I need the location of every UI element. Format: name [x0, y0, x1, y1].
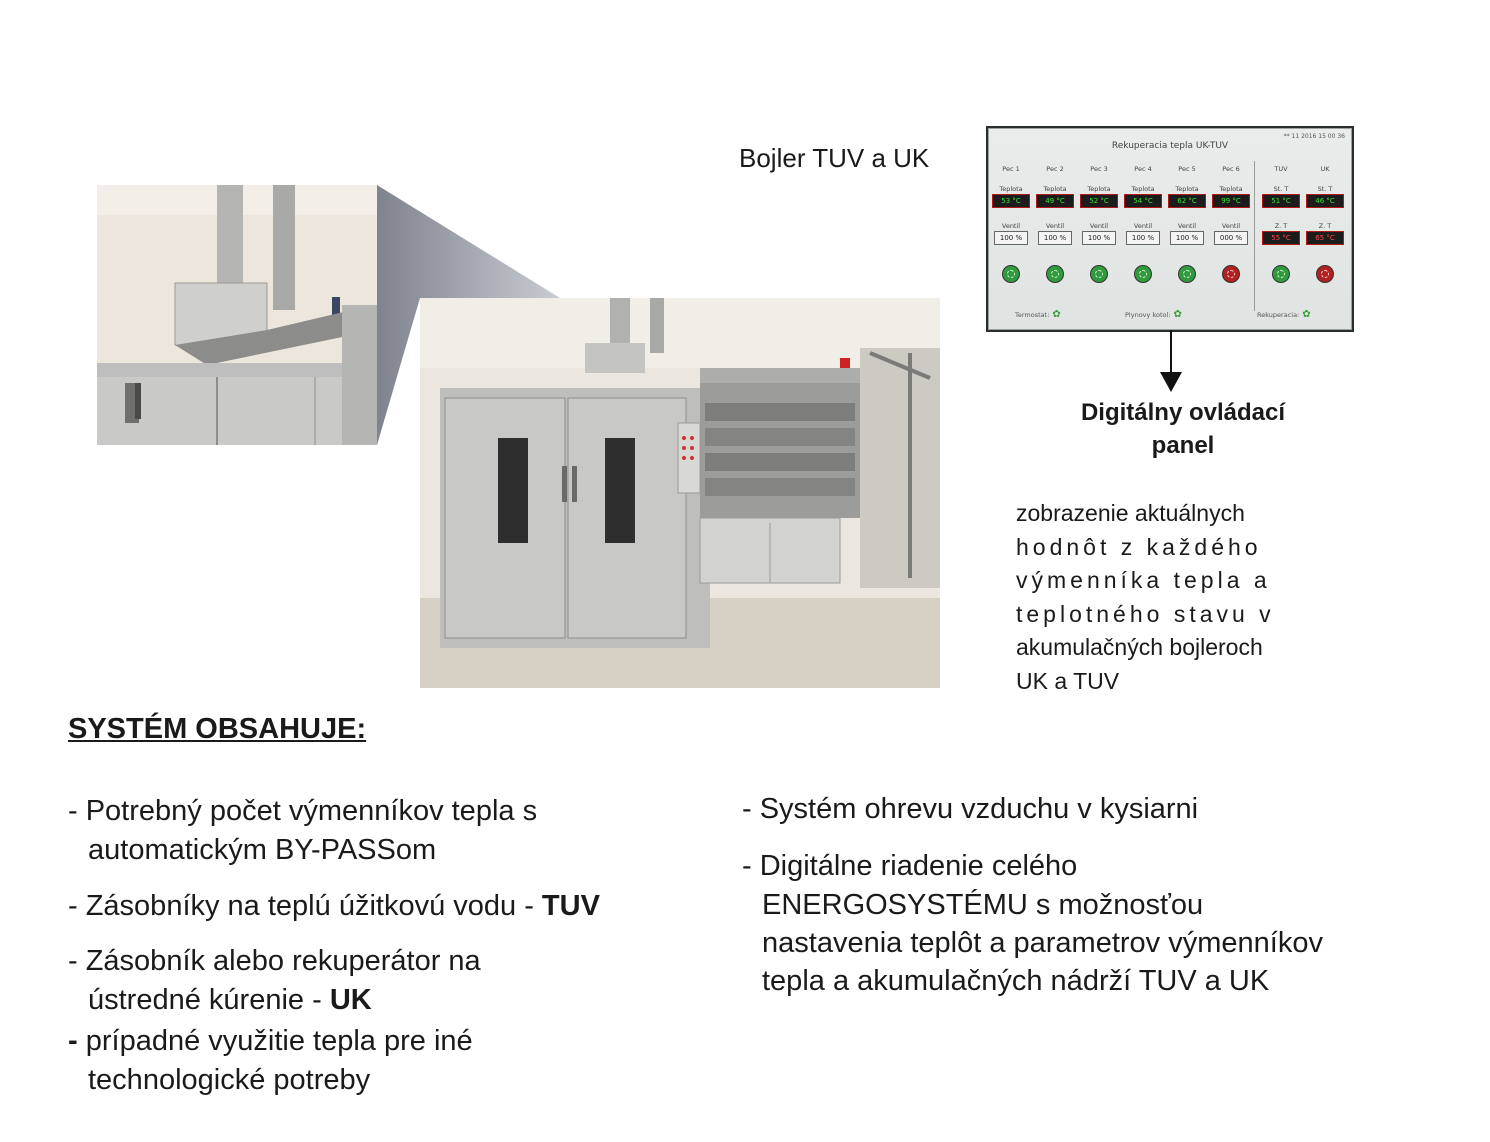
setpoint-label: Z. T: [1274, 222, 1288, 230]
oven-closeup-photo: [97, 185, 377, 445]
fan-icon[interactable]: [1002, 265, 1020, 283]
temp-label: Teplota: [1131, 185, 1155, 193]
digital-title-line2: panel: [1151, 432, 1215, 459]
section-heading: SYSTÉM OBSAHUJE:: [68, 713, 367, 745]
panel-column-pec2: [1033, 165, 1077, 283]
desc-line: teplotného stavu v: [1016, 600, 1275, 627]
valve-label: Ventil: [1045, 222, 1065, 230]
valve-label: Ventil: [1089, 222, 1109, 230]
list-item: [68, 942, 481, 1020]
setpoint-display[interactable]: 55 °C: [1262, 231, 1300, 245]
footer-termostat-label: Termostat:: [1015, 311, 1050, 319]
item-text: ENERGOSYSTÉMU s možnosťou: [762, 889, 1204, 921]
list-item: [68, 1022, 473, 1100]
column-name: Pec 1: [1002, 165, 1020, 173]
footer-rekuperacia-label: Rekuperacia:: [1257, 311, 1300, 319]
list-item: [742, 847, 1323, 1000]
column-name: Pec 6: [1222, 165, 1240, 173]
list-item: [742, 790, 1198, 829]
footer-rekuperacia[interactable]: [1257, 309, 1311, 320]
panel-column-pec6: [1209, 165, 1253, 283]
item-text: automatickým BY-PASSom: [88, 834, 437, 866]
panel-column-uk: [1303, 165, 1347, 283]
arrow-down-icon: [1160, 372, 1182, 392]
item-text: - Zásobníky na teplú úžitkovú vodu -: [68, 890, 542, 922]
control-panel-screen: [988, 128, 1352, 330]
column-name: Pec 4: [1134, 165, 1152, 173]
column-name: Pec 2: [1046, 165, 1064, 173]
panel-divider: [1254, 161, 1255, 311]
temp-label: Teplota: [1219, 185, 1243, 193]
temp-display: 52 °C: [1080, 194, 1118, 208]
item-text-line2: [68, 981, 481, 1020]
fan-icon[interactable]: [1178, 265, 1196, 283]
fan-icon[interactable]: [1090, 265, 1108, 283]
item-dash: -: [68, 1025, 78, 1057]
temp-display: 99 °C: [1212, 194, 1250, 208]
list-item: [68, 887, 600, 926]
temp-label: Teplota: [1043, 185, 1067, 193]
temp-label: Teplota: [1087, 185, 1111, 193]
digital-panel-description: [1016, 497, 1349, 698]
fan-icon[interactable]: [1272, 265, 1290, 283]
panel-column-pec1: [989, 165, 1033, 283]
valve-label: Ventil: [1177, 222, 1197, 230]
valve-label: Ventil: [1001, 222, 1021, 230]
fan-icon[interactable]: [1046, 265, 1064, 283]
temp-display: 49 °C: [1036, 194, 1074, 208]
temp-display: 46 °C: [1306, 194, 1344, 208]
item-text: nastavenia teplôt a parametrov výmenníkov: [762, 927, 1323, 959]
list-item: [68, 792, 537, 870]
desc-line: hodnôt z každého: [1016, 533, 1262, 560]
item-text: ústredné kúrenie -: [88, 984, 330, 1016]
valve-display[interactable]: 100 %: [1038, 231, 1072, 245]
temp-display: 53 °C: [992, 194, 1030, 208]
item-text: - Zásobník alebo rekuperátor na: [68, 945, 481, 977]
setpoint-display[interactable]: 65 °C: [1306, 231, 1344, 245]
leaf-icon: ✿: [1173, 309, 1182, 320]
item-text: - Systém ohrevu vzduchu v kysiarni: [742, 793, 1199, 825]
digital-panel-title: [1030, 396, 1336, 462]
temp-label: St. T: [1273, 185, 1289, 193]
temp-display: 51 °C: [1262, 194, 1300, 208]
valve-label: Ventil: [1133, 222, 1153, 230]
item-text: - Potrebný počet výmenníkov tepla s: [68, 795, 538, 827]
item-text: - Digitálne riadenie celého: [742, 850, 1078, 882]
footer-kotol-label: Plynovy kotol:: [1125, 311, 1171, 319]
item-text: prípadné využitie tepla pre iné: [77, 1025, 473, 1057]
setpoint-label: Z. T: [1318, 222, 1332, 230]
desc-line: zobrazenie aktuálnych: [1016, 500, 1245, 526]
desc-line: UK a TUV: [1016, 667, 1120, 694]
valve-display[interactable]: 100 %: [994, 231, 1028, 245]
fan-icon[interactable]: [1134, 265, 1152, 283]
desc-line: akumulačných bojleroch: [1016, 634, 1263, 660]
valve-display[interactable]: 100 %: [1082, 231, 1116, 245]
panel-title: Rekuperacia tepla UK-TUV: [1111, 141, 1229, 151]
footer-termostat[interactable]: [1015, 309, 1061, 320]
panel-column-pec3: [1077, 165, 1121, 283]
panel-datetime: ** 11 2016 15 00 36: [1283, 133, 1345, 140]
footer-kotol[interactable]: [1125, 309, 1182, 320]
fan-icon[interactable]: [1316, 265, 1334, 283]
desc-line: výmenníka tepla a: [1016, 567, 1271, 593]
item-text: technologické potreby: [88, 1064, 371, 1096]
column-name: TUV: [1274, 165, 1288, 173]
temp-display: 54 °C: [1124, 194, 1162, 208]
temp-display: 62 °C: [1168, 194, 1206, 208]
valve-display[interactable]: 100 %: [1170, 231, 1204, 245]
temp-label: Teplota: [1175, 185, 1199, 193]
temp-label: St. T: [1317, 185, 1333, 193]
leaf-icon: ✿: [1052, 309, 1061, 320]
digital-title-line1: Digitálny ovládací: [1080, 399, 1286, 426]
bakery-oven-photo: [420, 298, 940, 688]
leaf-icon: ✿: [1302, 309, 1311, 320]
item-bold: TUV: [541, 890, 600, 922]
panel-column-pec5: [1165, 165, 1209, 283]
item-bold: UK: [329, 984, 372, 1016]
valve-label: Ventil: [1221, 222, 1241, 230]
valve-display[interactable]: 100 %: [1126, 231, 1160, 245]
panel-column-tuv: [1259, 165, 1303, 283]
column-name: UK: [1320, 165, 1330, 173]
column-name: Pec 5: [1178, 165, 1196, 173]
item-text: tepla a akumulačných nádrží TUV a UK: [762, 965, 1270, 997]
column-name: Pec 3: [1090, 165, 1108, 173]
bojler-label: Bojler TUV a UK: [739, 143, 930, 173]
valve-display[interactable]: 000 %: [1214, 231, 1248, 245]
panel-column-pec4: [1121, 165, 1165, 283]
temp-label: Teplota: [999, 185, 1023, 193]
fan-icon[interactable]: [1222, 265, 1240, 283]
arrow-line: [1170, 330, 1172, 374]
